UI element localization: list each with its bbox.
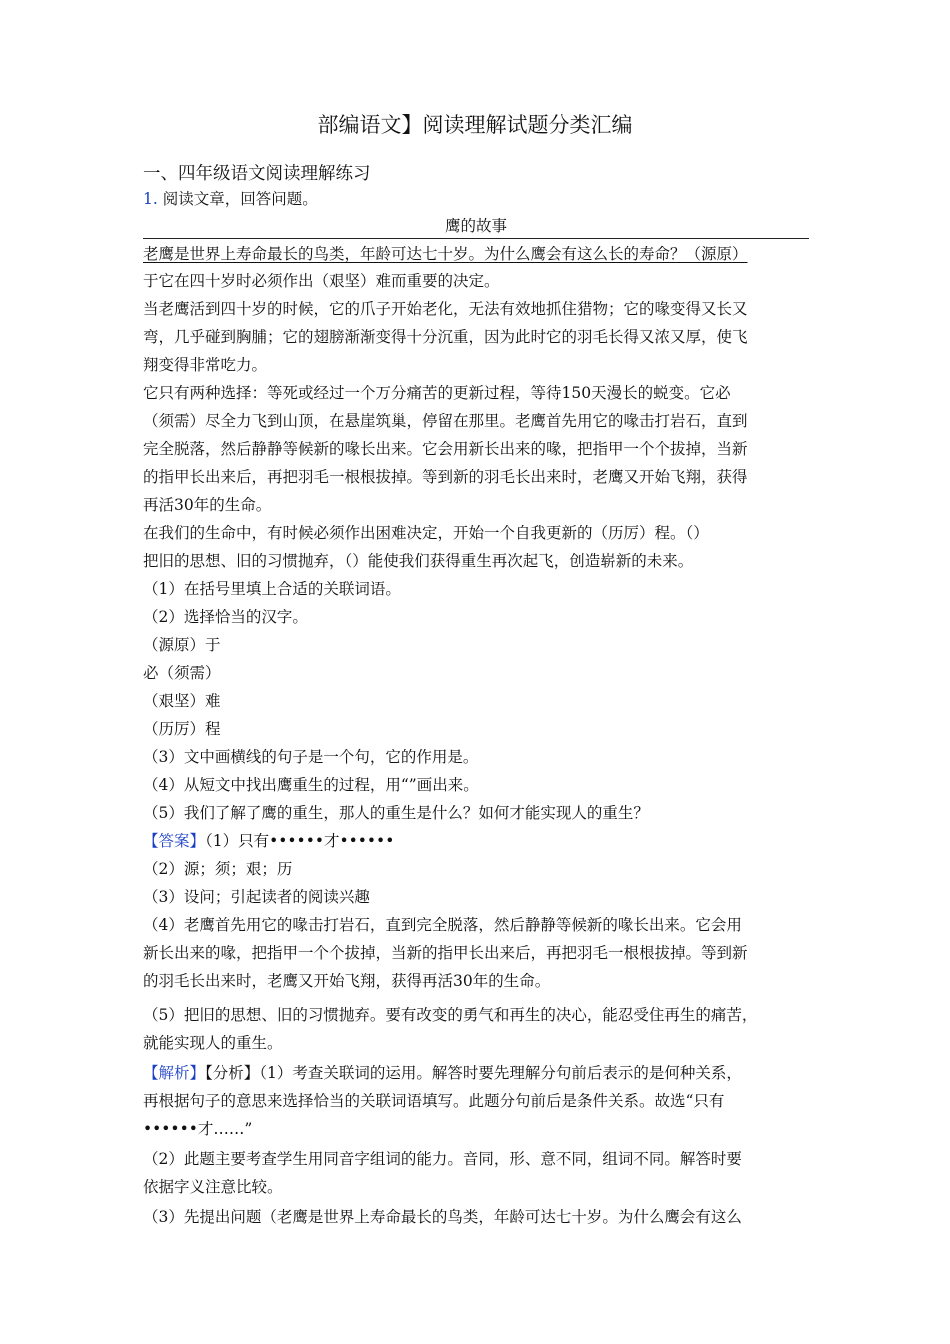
- analysis-line: （3）先提出问题（老鹰是世界上寿命最长的鸟类，年龄可达七十岁。为什么鹰会有这么: [143, 1208, 742, 1226]
- passage-line-underlined: 老鹰是世界上寿命最长的鸟类，年龄可达七十岁。为什么鹰会有这么长的寿命？（源原）: [143, 245, 748, 263]
- question-text: 阅读文章，回答问题。: [162, 190, 318, 208]
- passage-line: 完全脱落，然后静静等候新的喙长出来。它会用新长出来的喙，把指甲一个个拔掉，当新: [143, 440, 748, 458]
- sub-question-option: （源原）于: [143, 636, 221, 654]
- page-title: 部编语文】阅读理解试题分类汇编: [317, 113, 633, 137]
- passage-line: 它只有两种选择：等死或经过一个万分痛苦的更新过程，等待150天漫长的蜕变。它必: [143, 384, 731, 402]
- sub-question: （5）我们了解了鹰的重生，那人的重生是什么？如何才能实现人的重生？: [143, 804, 649, 822]
- passage-line: 把旧的思想、旧的习惯抛弃，（）能使我们获得重生再次起飞，创造崭新的未来。: [143, 552, 694, 570]
- passage-title: 鹰的故事: [444, 217, 507, 235]
- sub-question: （2）选择恰当的汉字。: [143, 608, 308, 626]
- answer-line: 新长出来的喙，把指甲一个个拔掉，当新的指甲长出来后，再把羽毛一根根拔掉。等到新: [143, 944, 748, 962]
- sub-question: （3）文中画横线的句子是一个句，它的作用是。: [143, 748, 479, 766]
- question-number: 1.: [143, 190, 158, 208]
- section-title: 一、四年级语文阅读理解练习: [143, 164, 371, 184]
- answer-line: （1）只有••••••才••••••: [205, 832, 395, 850]
- analysis-line: （2）此题主要考查学生用同音字组词的能力。音同，形、意不同，组词不同。解答时要: [143, 1150, 742, 1168]
- answer-line: （5）把旧的思想、旧的习惯抛弃。要有改变的勇气和再生的决心，能忍受住再生的痛苦，: [143, 1006, 758, 1024]
- passage-line: 于它在四十岁时必须作出（艰坚）难而重要的决定。: [143, 272, 500, 290]
- sub-question: （1）在括号里填上合适的关联词语。: [143, 580, 401, 598]
- passage-line: 弯，几乎碰到胸脯；它的翅膀渐渐变得十分沉重，因为此时它的羽毛长得又浓又厚，使飞: [143, 328, 748, 346]
- analysis-header: [143, 1062, 742, 1084]
- answer-line: （2）源；须；艰；历: [143, 860, 293, 878]
- passage-line: （须需）尽全力飞到山顶，在悬崖筑巢，停留在那里。老鹰首先用它的喙击打岩石，直到: [143, 412, 748, 430]
- sub-question-option: （历厉）程: [143, 720, 221, 738]
- sub-question-option: 必（须需）: [143, 664, 221, 682]
- passage-line: 翔变得非常吃力。: [143, 356, 268, 374]
- title-divider: [143, 238, 809, 239]
- analysis-line: ••••••才……”: [143, 1120, 253, 1138]
- answer-line: （4）老鹰首先用它的喙击打岩石，直到完全脱落，然后静静等候新的喙长出来。它会用: [143, 916, 742, 934]
- analysis-line: 【分析】（1）考查关联词的运用。解答时要先理解分句前后表示的是何种关系，: [205, 1064, 742, 1082]
- answer-line: （3）设问；引起读者的阅读兴趣: [143, 888, 370, 906]
- answer-label: 【答案】: [143, 832, 206, 850]
- passage-line: 的指甲长出来后，再把羽毛一根根拔掉。等到新的羽毛长出来时，老鹰又开始飞翔，获得: [143, 468, 748, 486]
- answer-line: 就能实现人的重生。: [143, 1034, 283, 1052]
- passage-line: 在我们的生命中，有时候必须作出困难决定，开始一个自我更新的（历厉）程。（）: [143, 524, 709, 542]
- answer-line: 的羽毛长出来时，老鹰又开始飞翔，获得再活30年的生命。: [143, 972, 551, 990]
- analysis-label: 【解析】: [143, 1064, 206, 1082]
- passage-line: 再活30年的生命。: [143, 496, 272, 514]
- passage-line: 当老鹰活到四十岁的时候，它的爪子开始老化，无法有效地抓住猎物；它的喙变得又长又: [143, 300, 748, 318]
- sub-question-option: （艰坚）难: [143, 692, 221, 710]
- question-prompt: [143, 188, 318, 210]
- analysis-line: 依据字义注意比较。: [143, 1178, 283, 1196]
- sub-question: （4）从短文中找出鹰重生的过程，用“”画出来。: [143, 776, 479, 794]
- analysis-line: 再根据句子的意思来选择恰当的关联词语填写。此题分句前后是条件关系。故选“只有: [143, 1092, 725, 1110]
- answer-header: [143, 830, 394, 852]
